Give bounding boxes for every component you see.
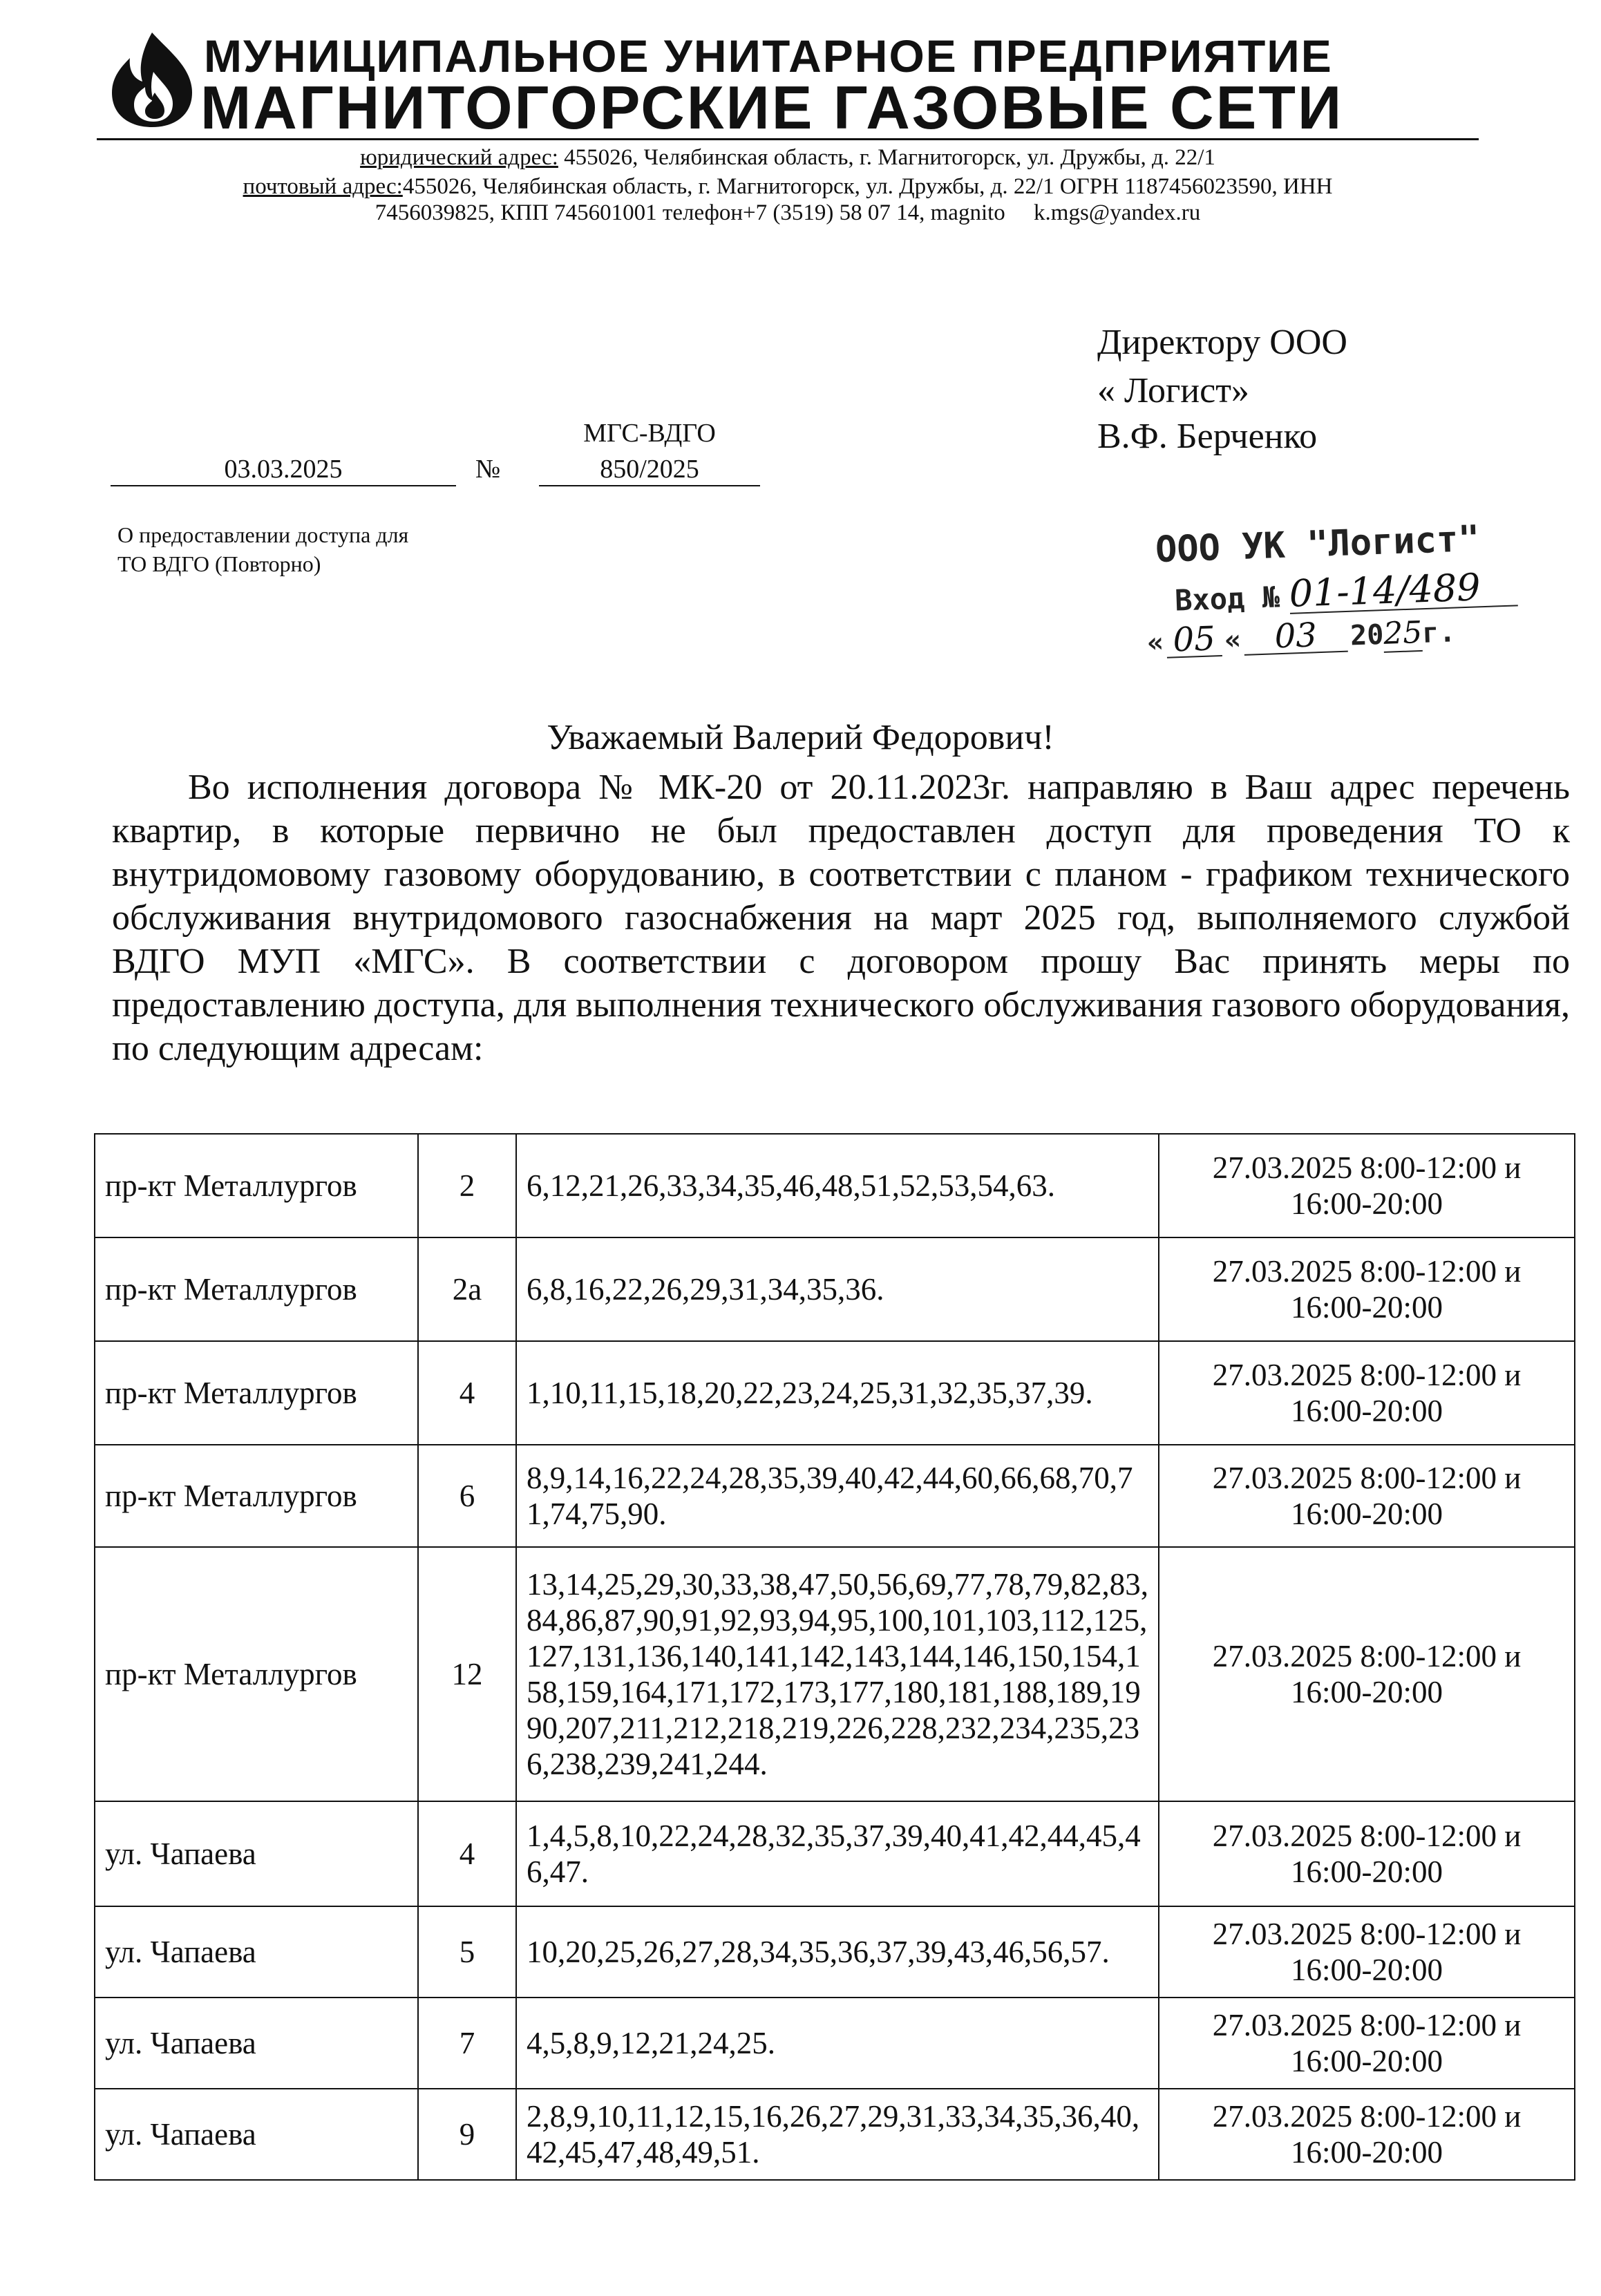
table-row [95, 1547, 1575, 1801]
schedule-cell: 27.03.2025 8:00-12:00 и 16:00-20:00 [1159, 1998, 1575, 2089]
stamp-date-day: 05 [1166, 622, 1222, 658]
stamp-date-year-suffix: 25 [1383, 614, 1423, 652]
house-number-cell: 7 [418, 1998, 516, 2089]
table-row [95, 1341, 1575, 1445]
stamp-incoming-label: Вход № [1174, 580, 1280, 618]
flame-logo-icon [104, 29, 200, 129]
street-cell: ул. Чапаева [95, 1801, 418, 1906]
house-number-cell: 6 [418, 1445, 516, 1547]
postal-address [138, 175, 1437, 198]
legal-address [138, 146, 1437, 169]
stamp-date-year-end: г. [1421, 616, 1457, 649]
street-cell: ул. Чапаева [95, 1906, 418, 1998]
table-row [95, 1445, 1575, 1547]
recipient-position: Директору ООО [1097, 323, 1347, 362]
table-row [95, 1801, 1575, 1906]
apartments-cell: 8,9,14,16,22,24,28,35,39,40,42,44,60,66,68,70,71,74,75,90. [516, 1445, 1159, 1547]
street-cell: пр-кт Металлургов [95, 1134, 418, 1237]
stamp-date-year-prefix: 20 [1349, 618, 1385, 652]
legal-address-label: юридический адрес: [360, 145, 558, 170]
apartments-cell: 2,8,9,10,11,12,15,16,26,27,29,31,33,34,35,36,40,42,45,47,48,49,51. [516, 2089, 1159, 2180]
stamp-date [1146, 614, 1456, 659]
schedule-cell: 27.03.2025 8:00-12:00 и 16:00-20:00 [1159, 1906, 1575, 1998]
stamp-incoming-number: 01-14/489 [1289, 567, 1518, 614]
street-cell: пр-кт Металлургов [95, 1341, 418, 1445]
house-number-cell: 9 [418, 2089, 516, 2180]
schedule-cell: 27.03.2025 8:00-12:00 и 16:00-20:00 [1159, 1445, 1575, 1547]
schedule-cell: 27.03.2025 8:00-12:00 и 16:00-20:00 [1159, 1237, 1575, 1341]
stamp-date-mid: « [1224, 624, 1242, 656]
postal-address-label: почтовый адрес: [243, 174, 403, 199]
street-cell: пр-кт Металлургов [95, 1237, 418, 1341]
recipient-name: В.Ф. Берченко [1097, 417, 1318, 456]
house-number-cell: 4 [418, 1801, 516, 1906]
schedule-cell: 27.03.2025 8:00-12:00 и 16:00-20:00 [1159, 1341, 1575, 1445]
table-row [95, 1998, 1575, 2089]
house-number-cell: 5 [418, 1906, 516, 1998]
outgoing-number-prefix: МГС-ВДГО [583, 419, 716, 448]
body-paragraph: Во исполнения договора № МК-20 от 20.11.2023г. направляю в Ваш адрес перечень квартир, в которые первично не был предоставлен доступ для проведения ТО к внутридомовому газовому оборудованию, в соответствии с планом - графиком технического обслуживания внутридомового газоснабжения на март 2025 год, выполняемого службой ВДГО МУП «МГС». В соответствии с договором прошу Вас принять меры по предоставлению доступа, для выполнения технического обслуживания газового оборудования, по следующим адресам: [112, 768, 1570, 1068]
outgoing-date: 03.03.2025 [111, 456, 456, 486]
apartments-cell: 6,8,16,22,26,29,31,34,35,36. [516, 1237, 1159, 1341]
house-number-cell: 2а [418, 1237, 516, 1341]
salutation: Уважаемый Валерий Федорович! [547, 718, 1054, 757]
schedule-cell: 27.03.2025 8:00-12:00 и 16:00-20:00 [1159, 1134, 1575, 1237]
postal-address-text: 455026, Челябинская область, г. Магнитогорск, ул. Дружбы, д. 22/1 ОГРН 1187456023590, ИНН [402, 174, 1333, 199]
schedule-cell: 27.03.2025 8:00-12:00 и 16:00-20:00 [1159, 2089, 1575, 2180]
apartments-cell: 1,4,5,8,10,22,24,28,32,35,37,39,40,41,42,44,45,46,47. [516, 1801, 1159, 1906]
house-number-cell: 4 [418, 1341, 516, 1445]
subject-line2: ТО ВДГО (Повторно) [117, 551, 321, 576]
table-row [95, 1906, 1575, 1998]
number-sign: № [475, 455, 501, 484]
legal-address-text: 455026, Челябинская область, г. Магнитогорск, ул. Дружбы, д. 22/1 [558, 145, 1215, 170]
letterhead-divider [97, 138, 1479, 140]
outgoing-number: 850/2025 [539, 456, 760, 486]
stamp-incoming [1174, 567, 1517, 618]
apartments-cell: 4,5,8,9,12,21,24,25. [516, 1998, 1159, 2089]
street-cell: ул. Чапаева [95, 2089, 418, 2180]
street-cell: пр-кт Металлургов [95, 1547, 418, 1801]
apartments-cell: 6,12,21,26,33,34,35,46,48,51,52,53,54,63. [516, 1134, 1159, 1237]
house-number-cell: 2 [418, 1134, 516, 1237]
org-title-line2: МАГНИТОГОРСКИЕ ГАЗОВЫЕ СЕТИ [200, 73, 1344, 142]
stamp-company: ООО УК "Логист" [1155, 518, 1481, 571]
stamp-date-month: 03 [1243, 618, 1348, 656]
table-row [95, 1134, 1575, 1237]
address-table [94, 1133, 1575, 2181]
street-cell: пр-кт Металлургов [95, 1445, 418, 1547]
subject-line1: О предоставлении доступа для [117, 522, 409, 547]
house-number-cell: 12 [418, 1547, 516, 1801]
org-title-line1: МУНИЦИПАЛЬНОЕ УНИТАРНОЕ ПРЕДПРИЯТИЕ [204, 30, 1333, 82]
apartments-cell: 13,14,25,29,30,33,38,47,50,56,69,77,78,79,82,83,84,86,87,90,91,92,93,94,95,100,101,103,112,125,127,131,136,140,141,142,143,144,146,150,154,158,159,164,171,172,173,177,180,181,188,189,1990,207,211,212,218,219,226,228,232,234,235,236,238,239,241,244. [516, 1547, 1159, 1801]
schedule-cell: 27.03.2025 8:00-12:00 и 16:00-20:00 [1159, 1547, 1575, 1801]
apartments-cell: 1,10,11,15,18,20,22,23,24,25,31,32,35,37,39. [516, 1341, 1159, 1445]
table-row [95, 2089, 1575, 2180]
street-cell: ул. Чапаева [95, 1998, 418, 2089]
apartments-cell: 10,20,25,26,27,28,34,35,36,37,39,43,46,56,57. [516, 1906, 1159, 1998]
schedule-cell: 27.03.2025 8:00-12:00 и 16:00-20:00 [1159, 1801, 1575, 1906]
requisites-contacts: 7456039825, КПП 745601001 телефон+7 (3519) 58 07 14, magnito k.mgs@yandex.ru [375, 200, 1201, 225]
recipient-company: « Логист» [1097, 371, 1249, 410]
table-row [95, 1237, 1575, 1341]
stamp-date-open: « [1146, 626, 1165, 659]
